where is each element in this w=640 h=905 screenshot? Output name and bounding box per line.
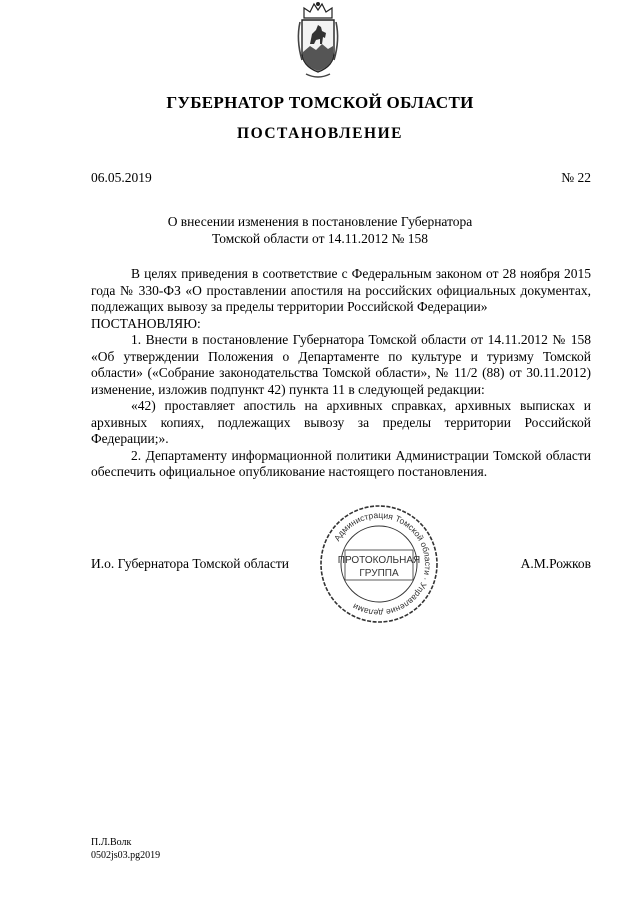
issuing-authority-title: ГУБЕРНАТОР ТОМСКОЙ ОБЛАСТИ: [166, 93, 474, 112]
signatory-name: А.М.Рожков: [520, 556, 591, 571]
stamp-line-2: ГРУППА: [359, 568, 399, 579]
preamble-paragraph: В целях приведения в соответствие с Федеральным законом от 28 ноября 2015 года № 330-ФЗ «О проставлении апостиля на российских официальных документах, подлежащих вывозу за пределы территории Российской Федерации»: [91, 266, 591, 314]
document-type-title: ПОСТАНОВЛЕНИЕ: [237, 125, 403, 142]
document-date: 06.05.2019: [91, 170, 152, 185]
official-stamp: [318, 503, 440, 625]
item-2-paragraph: 2. Департаменту информационной политики Администрации Томской области обеспечить официальное опубликование настоящего постановления.: [91, 447, 591, 479]
subject-line-1: О внесении изменения в постановление Губернатора: [167, 214, 473, 229]
document-number: № 22: [561, 170, 591, 185]
subject-line-2: Томской области от 14.11.2012 № 158: [212, 231, 428, 246]
tomsk-region-coat-of-arms-icon: [292, 0, 344, 82]
file-code: 0502js03.pg2019: [91, 850, 161, 861]
document-subject: [0, 213, 640, 247]
footer-block: [91, 836, 160, 862]
item-1-paragraph: 1. Внести в постановление Губернатора Томской области от 14.11.2012 № 158 «Об утверждении Положения о Департаменте по культуре и туризму Томской области» («Собрание законодательства Томской области», № 11/2 (88) от 30.11.2012) изменение, изложив подпункт 42) пункта 11 в следующей редакции:: [91, 332, 591, 397]
stamp-line-1: ПРОТОКОЛЬНАЯ: [337, 555, 421, 566]
quoted-amendment-paragraph: «42) проставляет апостиль на архивных справках, архивных выписках и архивных копиях, подлежащих вывозу за пределы территории Российской Федерации;».: [91, 398, 591, 446]
stamp-ring-text: Администрация Томской области · Управление делами: [331, 509, 434, 619]
document-body: [91, 266, 591, 481]
signatory-position: И.о. Губернатора Томской области: [91, 556, 289, 571]
resolve-heading: ПОСТАНОВЛЯЮ:: [91, 315, 201, 331]
executor-name: П.Л.Волк: [91, 837, 132, 848]
